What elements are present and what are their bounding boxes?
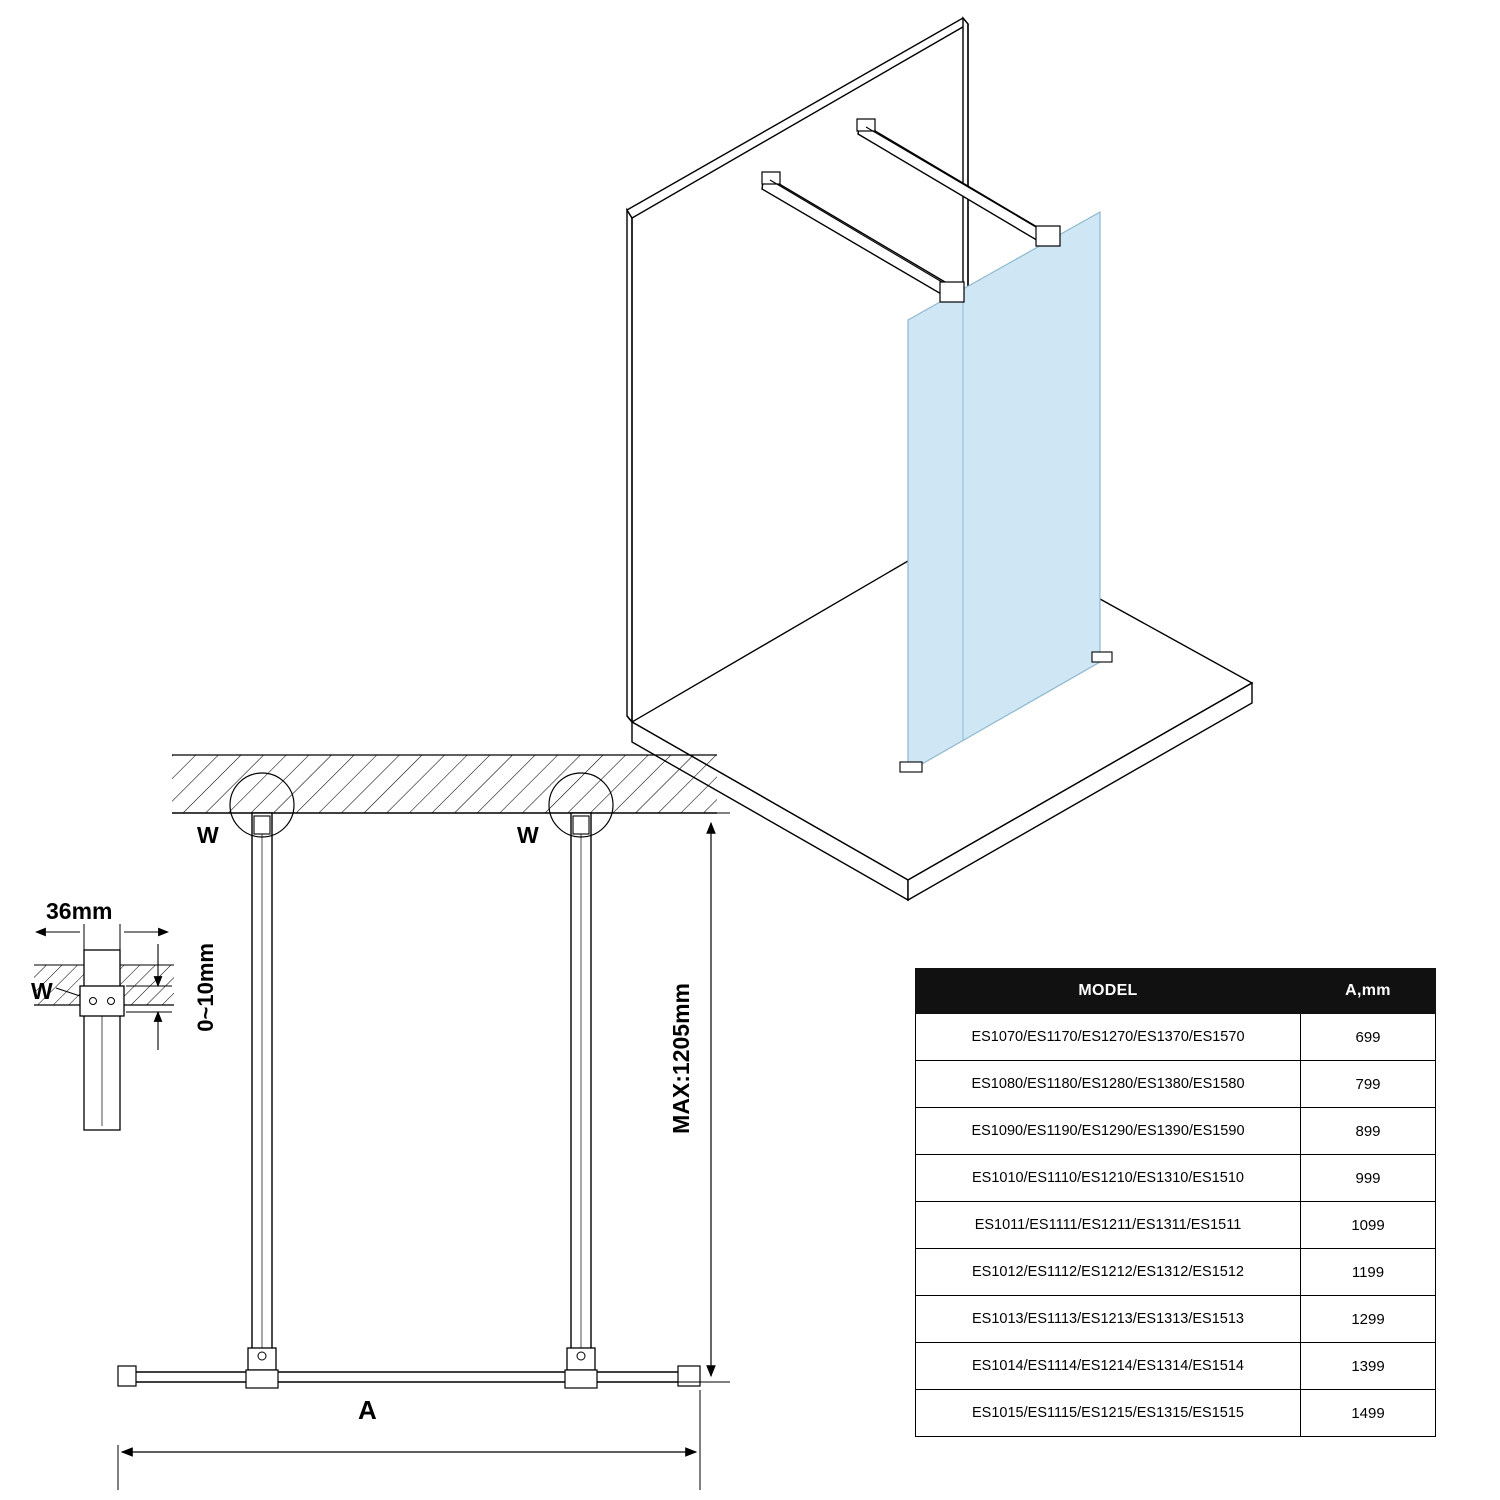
table-row: [916, 1390, 1436, 1437]
cell-model: ES1012/ES1112/ES1212/ES1312/ES1512: [916, 1249, 1301, 1296]
table-row: [916, 1014, 1436, 1061]
cell-model: ES1013/ES1113/ES1213/ES1313/ES1513: [916, 1296, 1301, 1343]
detail-w-view: [34, 924, 174, 1130]
cell-a: 1499: [1301, 1390, 1436, 1437]
cell-model: ES1011/ES1111/ES1211/ES1311/ES1511: [916, 1202, 1301, 1249]
cell-a: 1199: [1301, 1249, 1436, 1296]
cell-model: ES1015/ES1115/ES1215/ES1315/ES1515: [916, 1390, 1301, 1437]
cell-model: ES1080/ES1180/ES1280/ES1380/ES1580: [916, 1061, 1301, 1108]
cell-a: 999: [1301, 1155, 1436, 1202]
isometric-view: [627, 18, 1252, 900]
model-spec-table: [915, 968, 1436, 1437]
cell-model: ES1090/ES1190/ES1290/ES1390/ES1590: [916, 1108, 1301, 1155]
column-header-model: MODEL: [916, 969, 1301, 1014]
table-row: [916, 1202, 1436, 1249]
label-width-dimension: A: [358, 1395, 377, 1425]
table-body: [916, 1014, 1436, 1437]
cell-model: ES1014/ES1114/ES1214/ES1314/ES1514: [916, 1343, 1301, 1390]
cell-a: 699: [1301, 1014, 1436, 1061]
cell-a: 1099: [1301, 1202, 1436, 1249]
cell-a: 799: [1301, 1061, 1436, 1108]
label-wall-mark-right: W: [517, 822, 539, 848]
label-adjust-range: 0~10mm: [193, 943, 218, 1032]
label-profile-width: 36mm: [46, 898, 113, 924]
table-header-row: [916, 969, 1436, 1014]
table-row: [916, 1108, 1436, 1155]
table-row: [916, 1061, 1436, 1108]
label-wall-mark-left: W: [197, 822, 219, 848]
table-row: [916, 1249, 1436, 1296]
cell-model: ES1010/ES1110/ES1210/ES1310/ES1510: [916, 1155, 1301, 1202]
front-elevation: [118, 755, 730, 1490]
table-row: [916, 1296, 1436, 1343]
column-header-a: A,mm: [1301, 969, 1436, 1014]
cell-a: 1299: [1301, 1296, 1436, 1343]
cell-model: ES1070/ES1170/ES1270/ES1370/ES1570: [916, 1014, 1301, 1061]
label-wall-mark-detail: W: [31, 978, 53, 1004]
table-row: [916, 1155, 1436, 1202]
cell-a: 899: [1301, 1108, 1436, 1155]
table-row: [916, 1343, 1436, 1390]
label-max-height: MAX:1205mm: [668, 983, 694, 1134]
cell-a: 1399: [1301, 1343, 1436, 1390]
